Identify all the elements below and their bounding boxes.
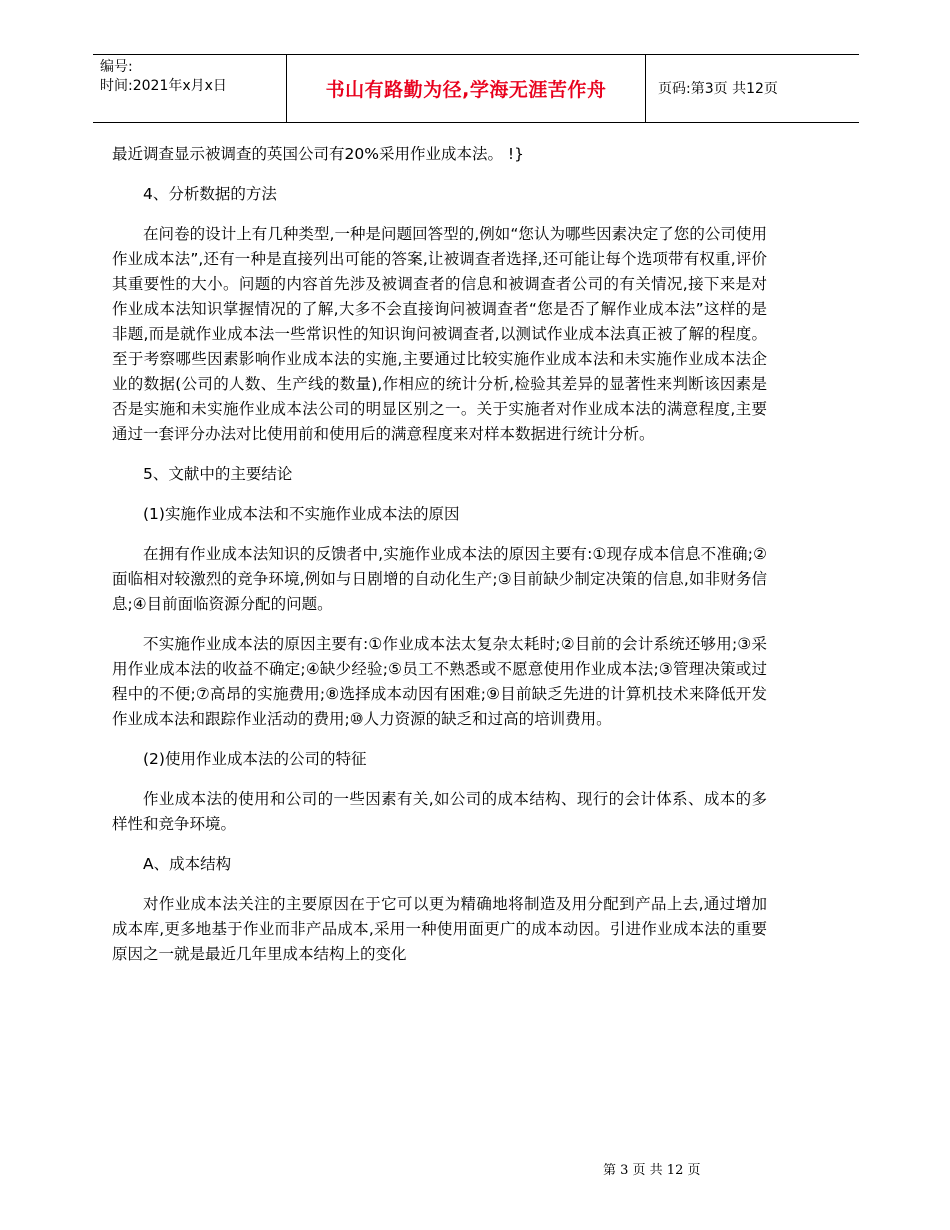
subsection-heading: (1)实施作业成本法和不实施作业成本法的原因	[143, 505, 460, 523]
header-meta	[100, 58, 280, 96]
subsection-heading: (2)使用作业成本法的公司的特征	[143, 750, 367, 768]
section-heading: 4、分析数据的方法	[143, 185, 277, 203]
paragraph: 最近调查显示被调查的英国公司有20%采用作业成本法。 !}	[112, 145, 524, 163]
header-page-number: 页码:第3页 共12页	[658, 81, 778, 97]
paragraph: 不实施作业成本法的原因主要有:①作业成本法太复杂太耗时;②目前的会计系统还够用;③采用作业成本法的收益不确定;④缺少经验;⑤员工不熟悉或不愿意使用作业成本法;③管理决策或过程中的不便;⑦高昂的实施费用;⑧选择成本动因有困难;⑨目前缺乏先进的计算机技术来降低开发作业成本法和跟踪作业活动的费用;⑩人力资源的缺乏和过高的培训费用。	[112, 635, 767, 728]
header-motto: 书山有路勤为径,学海无涯苦作舟	[286, 55, 646, 122]
paragraph: 在问卷的设计上有几种类型,一种是问题回答型的,例如“您认为哪些因素决定了您的公司使用作业成本法”,还有一种是直接列出可能的答案,让被调查者选择,还可能让每个选项带有权重,评价其重要性的大小。问题的内容首先涉及被调查者的信息和被调查者公司的有关情况,接下来是对作业成本法知识掌握情况的了解,大多不会直接询问被调查者“您是否了解作业成本法”这样的是非题,而是就作业成本法一些常识性的知识询问被调查者,以测试作业成本法真正被了解的程度。至于考察哪些因素影响作业成本法的实施,主要通过比较实施作业成本法和未实施作业成本法企业的数据(公司的人数、生产线的数量),作相应的统计分析,检验其差异的显著性来判断该因素是否是实施和未实施作业成本法公司的明显区别之一。关于实施者对作业成本法的满意程度,主要通过一套评分办法对比使用前和使用后的满意程度来对样本数据进行统计分析。	[112, 225, 767, 443]
section-heading: 5、文献中的主要结论	[143, 465, 293, 483]
document-code-label: 编号:	[100, 59, 133, 75]
subsection-heading: A、成本结构	[143, 855, 232, 873]
document-time-label: 时间:2021年x月x日	[100, 78, 227, 94]
paragraph: 作业成本法的使用和公司的一些因素有关,如公司的成本结构、现行的会计体系、成本的多样性和竞争环境。	[112, 790, 767, 833]
paragraph: 对作业成本法关注的主要原因在于它可以更为精确地将制造及用分配到产品上去,通过增加成本库,更多地基于作业而非产品成本,采用一种使用面更广的成本动因。引进作业成本法的重要原因之一就是最近几年里成本结构上的变化	[112, 895, 767, 963]
document-body	[112, 142, 767, 982]
paragraph: 在拥有作业成本法知识的反馈者中,实施作业成本法的原因主要有:①现存成本信息不准确;②面临相对较激烈的竞争环境,例如与日剧增的自动化生产;③目前缺少制定决策的信息,如非财务信息;④目前面临资源分配的问题。	[112, 545, 767, 613]
page-header	[93, 54, 859, 123]
page-footer: 第 3 页 共 12 页	[603, 1163, 701, 1178]
